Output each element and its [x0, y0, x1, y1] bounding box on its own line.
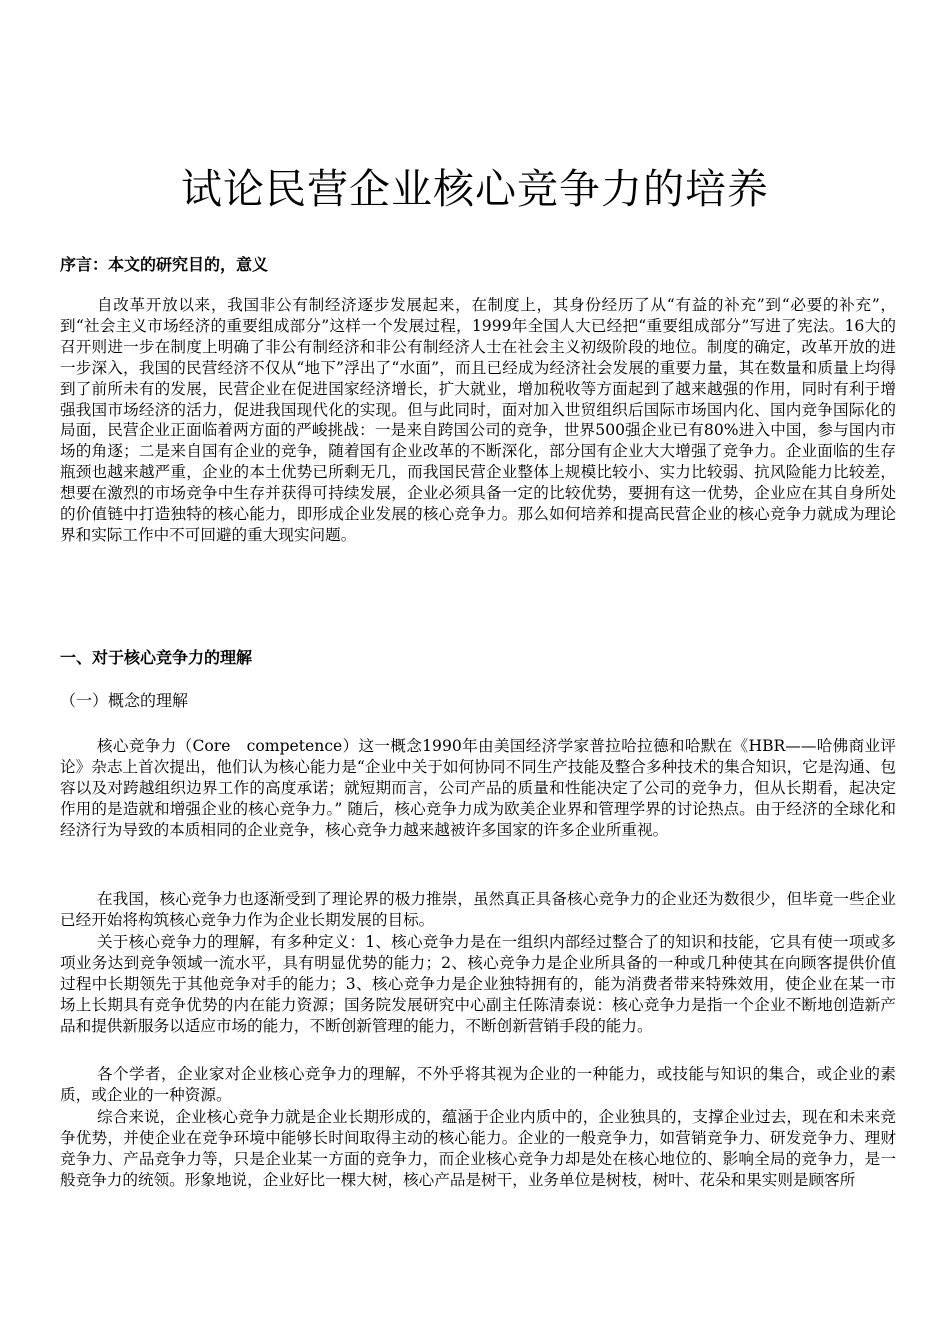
document-title: 试论民营企业核心竞争力的培养: [181, 165, 769, 213]
preface-paragraph: 自改革开放以来，我国非公有制经济逐步发展起来，在制度上，其身份经历了从“有益的补充”到“必要的补充”，到“社会主义市场经济的重要组成部分”这样一个发展过程，1999年全国人大已经把“重要组成部分”写进了宪法。16大的召开则进一步在制度上明确了非公有制经济和非公有制经济人士在社会主义初级阶段的地位。制度的确定，改革开放的进一步深入，我国的民营经济不仅从“地下”浮出了“水面”，而且已经成为经济社会发展的重要力量，其在数量和质量上均得到了前所未有的发展，民营企业在促进国家经济增长，扩大就业，增加税收等方面起到了越来越强的作用，同时有利于增强我国市场经济的活力，促进我国现代化的实现。但与此同时，面对加入世贸组织后国际市场国内化、国内竞争国际化的局面，民营企业正面临着两方面的严峻挑战：一是来自跨国公司的竞争，世界500强企业已有80%进入中国，参与国内市场的角逐；二是来自国有企业的竞争，随着国有企业改革的不断深化，部分国有企业大大增强了竞争力。企业面临的生存瓶颈也越来越严重，企业的本土优势已所剩无几，而我国民营企业整体上规模比较小、实力比较弱、抗风险能力比较差，想要在激烈的市场竞争中生存并获得可持续发展，企业必须具备一定的比较优势，要拥有这一优势，企业应在其自身所处的价值链中打造独特的核心能力，即形成企业发展的核心竞争力。那么如何培养和提高民营企业的核心竞争力就成为理论界和实际工作中不可回避的重大现实问题。: [60, 296, 896, 544]
paragraph-scholars: 各个学者，企业家对企业核心竞争力的理解，不外乎将其视为企业的一种能力，或技能与知识的集合，或企业的素质，或企业的一种资源。: [60, 1065, 896, 1104]
paragraph-concept: 核心竞争力（Core competence）这一概念1990年由美国经济学家普拉哈拉德和哈默在《HBR——哈佛商业评论》杂志上首次提出，他们认为核心能力是“企业中关于如何协同不同生产技能及整合多种技术的集合知识，它是沟通、包容以及对跨越组织边界工作的高度承诺；就短期而言，公司产品的质量和性能决定了公司的竞争力，但从长期看，起决定作用的是造就和增强企业的核心竞争力。” 随后，核心竞争力成为欧美企业界和管理学界的讨论热点。由于经济的全球化和经济行为导致的本质相同的企业竞争，核心竞争力越来越被许多国家的许多企业所重视。: [60, 737, 896, 839]
section-1-subheading-concept: （一）概念的理解: [60, 691, 189, 710]
preface-heading: 序言：本文的研究目的，意义: [60, 255, 269, 274]
paragraph-summary: 综合来说，企业核心竞争力就是企业长期形成的，蕴涵于企业内质中的，企业独具的，支撑企业过去，现在和未来竞争优势，并使企业在竞争环境中能够长时间取得主动的核心能力。企业的一般竞争力，如营销竞争力、研发竞争力、理财竞争力、产品竞争力等，只是企业某一方面的竞争力，而企业核心竞争力却是处在核心地位的、影响全局的竞争力，是一般竞争力的统领。形象地说，企业好比一棵大树，核心产品是树干，业务单位是树枝，树叶、花朵和果实则是顾客所: [60, 1108, 896, 1189]
paragraph-definitions: 关于核心竞争力的理解，有多种定义：1、核心竞争力是在一组织内部经过整合了的知识和技能，它具有使一项或多项业务达到竞争领域一流水平，具有明显优势的能力；2、核心竞争力是企业所具备的一种或几种使其在向顾客提供价值过程中长期领先于其他竞争对手的能力；3、核心竞争力是企业独特拥有的，能为消费者带来特殊效用，使企业在某一市场上长期具有竞争优势的内在能力资源；国务院发展研究中心副主任陈清泰说：核心竞争力是指一个企业不断地创造新产品和提供新服务以适应市场的能力，不断创新管理的能力，不断创新营销手段的能力。: [60, 933, 896, 1035]
paragraph-china: 在我国，核心竞争力也逐渐受到了理论界的极力推崇，虽然真正具备核心竞争力的企业还为数很少，但毕竟一些企业已经开始将构筑核心竞争力作为企业长期发展的目标。: [60, 890, 896, 929]
section-1-heading: 一、对于核心竞争力的理解: [60, 648, 253, 667]
